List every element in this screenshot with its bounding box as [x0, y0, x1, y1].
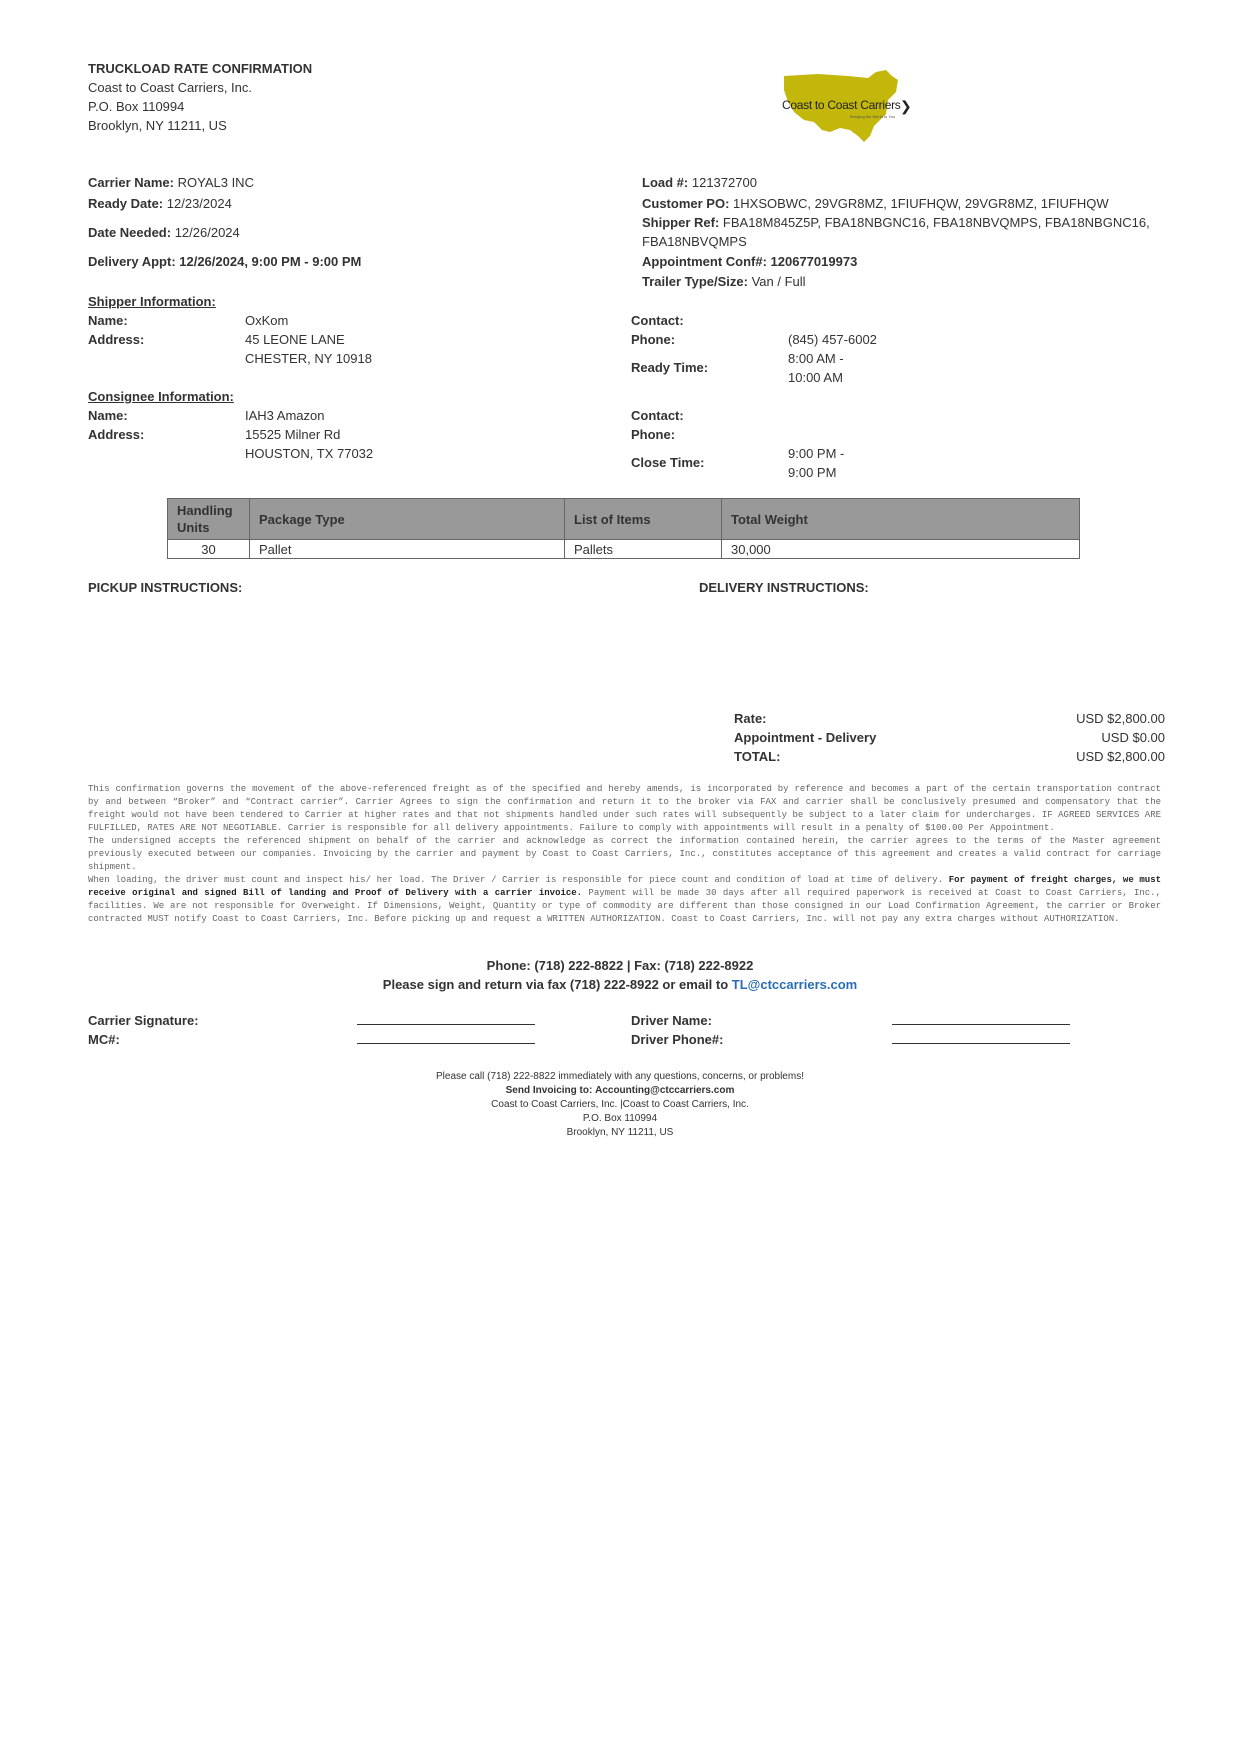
shipper-address-label: Address: — [88, 332, 145, 347]
close-time-end: 9:00 PM — [788, 465, 837, 480]
cell-list-of-items: Pallets — [565, 540, 722, 559]
col-list-of-items: List of Items — [565, 499, 722, 540]
driver-phone-line[interactable] — [892, 1030, 1070, 1044]
appointment-delivery-label: Appointment - Delivery — [734, 730, 877, 745]
delivery-instructions-label: DELIVERY INSTRUCTIONS: — [699, 580, 869, 595]
close-time-label: Close Time: — [631, 455, 705, 470]
total-value: USD $2,800.00 — [1076, 749, 1165, 764]
total-label: TOTAL: — [734, 749, 781, 764]
load-number-value: 121372700 — [691, 175, 757, 190]
close-time-start: 9:00 PM - — [788, 446, 845, 461]
footer-line-4: P.O. Box 110994 — [582, 1113, 658, 1124]
cell-handling-units: 30 — [168, 540, 250, 559]
date-needed-row: Date Needed: 12/26/2024 — [88, 225, 240, 240]
footer-line-1: Please call (718) 222-8822 immediately with any questions, concerns, or problems! — [436, 1071, 804, 1082]
logo-text: Coast to Coast Carriers — [782, 98, 901, 112]
email-link[interactable]: TL@ctccarriers.com — [731, 977, 858, 992]
items-table — [167, 498, 1080, 559]
consignee-address-line1: 15525 Milner Rd — [245, 427, 341, 442]
cell-total-weight: 30,000 — [722, 540, 1080, 559]
ready-time-end: 10:00 AM — [788, 370, 843, 385]
legal-paragraph-3: When loading, the driver must count and inspect his/ her load. The Driver / Carrier is responsible for piece count and condition of load at time of delivery. For payment of freight charges, we must receive original and signed Bill of landing and Proof of Delivery with a carrier invoice. Payment will be made 30 days after all required paperwork is received at Coast to Coast Carriers, Inc., facilities. We are not responsible for Overweight. If Dimensions, Weight, Quantity or type of commodity are different than those consigned in our Load Confirmation Agreement, the carrier or Broker contracted MUST notify Coast to Coast Carriers, Inc. Before picking up and request a WRITTEN AUTHORIZATION. Coast to Coast Carriers, Inc. will not pay any extra charges without AUTHORIZATION. — [88, 875, 1161, 924]
ready-date-row: Ready Date: 12/23/2024 — [88, 196, 232, 211]
payment-terms-bold: For payment of freight charges, we must receive original and signed Bill of landing and Proof of Delivery with a carrier invoice. — [88, 875, 1161, 898]
legal-terms — [88, 783, 1161, 926]
logo-tagline: Bringing the World to You — [850, 114, 896, 119]
col-total-weight: Total Weight — [722, 499, 1080, 540]
customer-po-value: 1HXSOBWC, 29VGR8MZ, 1FIUFHQW, 29VGR8MZ, 1FIUFHQW — [733, 196, 1109, 211]
consignee-address-label: Address: — [88, 427, 145, 442]
cell-package-type: Pallet — [250, 540, 565, 559]
consignee-name: IAH3 Amazon — [245, 408, 325, 423]
ready-date-value: 12/23/2024 — [166, 196, 232, 211]
company-city: Brooklyn, NY 11211, US — [88, 118, 227, 133]
legal-paragraph-1: This confirmation governs the movement of the above-referenced freight as of the specified and hereby amends, is incorporated by reference and becomes a part of the certain transportation contract by and between “Broker” and “Contract carrier”. Carrier Agrees to sign the confirmation and return it to the broker via FAX and carrier shall be conclusively presumed and compensatory that the freight would not have been tendered to Carrier at higher rates and that not shipments handled under such rates will subsequently be subject to a later claim for undercharges. IF AGREED SERVICES ARE FULFILLED, RATES ARE NOT NEGOTIABLE. Carrier is responsible for all delivery appointments. Failure to comply with appointments will result in a penalty of $100.00 Per Appointment. — [88, 784, 1161, 833]
shipper-address-line2: CHESTER, NY 10918 — [245, 351, 372, 366]
sign-return-line: Please sign and return via fax (718) 222-8922 or email to TL@ctccarriers.com — [382, 977, 858, 992]
rate-label: Rate: — [734, 711, 767, 726]
accounting-email: Accounting@ctccarriers.com — [595, 1085, 735, 1096]
footer-line-3: Coast to Coast Carriers, Inc. |Coast to Coast Carriers, Inc. — [491, 1099, 749, 1110]
delivery-appt: Delivery Appt: 12/26/2024, 9:00 PM - 9:00 PM — [88, 254, 362, 269]
company-po-box: P.O. Box 110994 — [88, 99, 185, 114]
date-needed-value: 12/26/2024 — [174, 225, 240, 240]
trailer-row: Trailer Type/Size: Van / Full — [642, 274, 806, 289]
shipper-name-label: Name: — [88, 313, 128, 328]
col-package-type: Package Type — [250, 499, 565, 540]
driver-phone-label: Driver Phone#: — [631, 1032, 724, 1047]
rate-value: USD $2,800.00 — [1076, 711, 1165, 726]
driver-name-label: Driver Name: — [631, 1013, 712, 1028]
consignee-name-label: Name: — [88, 408, 128, 423]
legal-paragraph-2: The undersigned accepts the referenced shipment on behalf of the carrier and acknowledge as correct the information contained herein, the carrier agrees to the terms of the Master agreement previously executed between our companies. Invoicing by the carrier and payment by Coast to Coast Carriers, Inc., constitutes acceptance of this agreement and creates a valid contract for carriage shipment. — [88, 836, 1161, 872]
appointment-delivery-value: USD $0.00 — [1101, 730, 1165, 745]
shipper-ref-continued: FBA18NBVQMPS — [642, 234, 747, 249]
carrier-name-value: ROYAL3 INC — [177, 175, 254, 190]
ready-time-label: Ready Time: — [631, 360, 709, 375]
carrier-signature-line[interactable] — [357, 1011, 535, 1025]
shipper-ref-value: FBA18M845Z5P, FBA18NBGNC16, FBA18NBVQMPS, FBA18NBGNC16, — [722, 215, 1150, 230]
trailer-value: Van / Full — [751, 274, 806, 289]
customer-po-row: Customer PO: 1HXSOBWC, 29VGR8MZ, 1FIUFHQW, 29VGR8MZ, 1FIUFHQW — [642, 196, 1109, 211]
consignee-section-title: Consignee Information: — [88, 389, 234, 404]
carrier-name-row: Carrier Name: ROYAL3 INC — [88, 175, 254, 190]
driver-name-line[interactable] — [892, 1011, 1070, 1025]
appointment-conf: Appointment Conf#: 120677019973 — [642, 254, 858, 269]
company-name: Coast to Coast Carriers, Inc. — [88, 80, 252, 95]
ready-time-start: 8:00 AM - — [788, 351, 844, 366]
consignee-address-line2: HOUSTON, TX 77032 — [245, 446, 374, 461]
phone-fax: Phone: (718) 222-8822 | Fax: (718) 222-8922 — [486, 958, 754, 973]
shipper-section-title: Shipper Information: — [88, 294, 216, 309]
company-logo — [778, 70, 918, 146]
shipper-address-line1: 45 LEONE LANE — [245, 332, 345, 347]
footer-line-5: Brooklyn, NY 11211, US — [566, 1127, 674, 1138]
carrier-signature-label: Carrier Signature: — [88, 1013, 199, 1028]
shipper-contact-label: Contact: — [631, 313, 684, 328]
consignee-phone-label: Phone: — [631, 427, 676, 442]
shipper-name: OxKom — [245, 313, 289, 328]
footer-line-2: Send Invoicing to: Accounting@ctccarriers.com — [505, 1085, 735, 1096]
pickup-instructions-label: PICKUP INSTRUCTIONS: — [88, 580, 243, 595]
document-title: TRUCKLOAD RATE CONFIRMATION — [88, 61, 313, 76]
table-row — [168, 540, 1080, 559]
chevron-right-icon: ❯ — [900, 98, 912, 114]
mc-label: MC#: — [88, 1032, 120, 1047]
col-handling-units: Handling Units — [168, 499, 250, 540]
shipper-phone-label: Phone: — [631, 332, 676, 347]
consignee-contact-label: Contact: — [631, 408, 684, 423]
items-table-header — [168, 499, 1080, 540]
load-number-row: Load #: 121372700 — [642, 175, 757, 190]
mc-line[interactable] — [357, 1030, 535, 1044]
shipper-ref-row: Shipper Ref: FBA18M845Z5P, FBA18NBGNC16, FBA18NBVQMPS, FBA18NBGNC16, — [642, 215, 1150, 230]
shipper-phone: (845) 457-6002 — [788, 332, 877, 347]
